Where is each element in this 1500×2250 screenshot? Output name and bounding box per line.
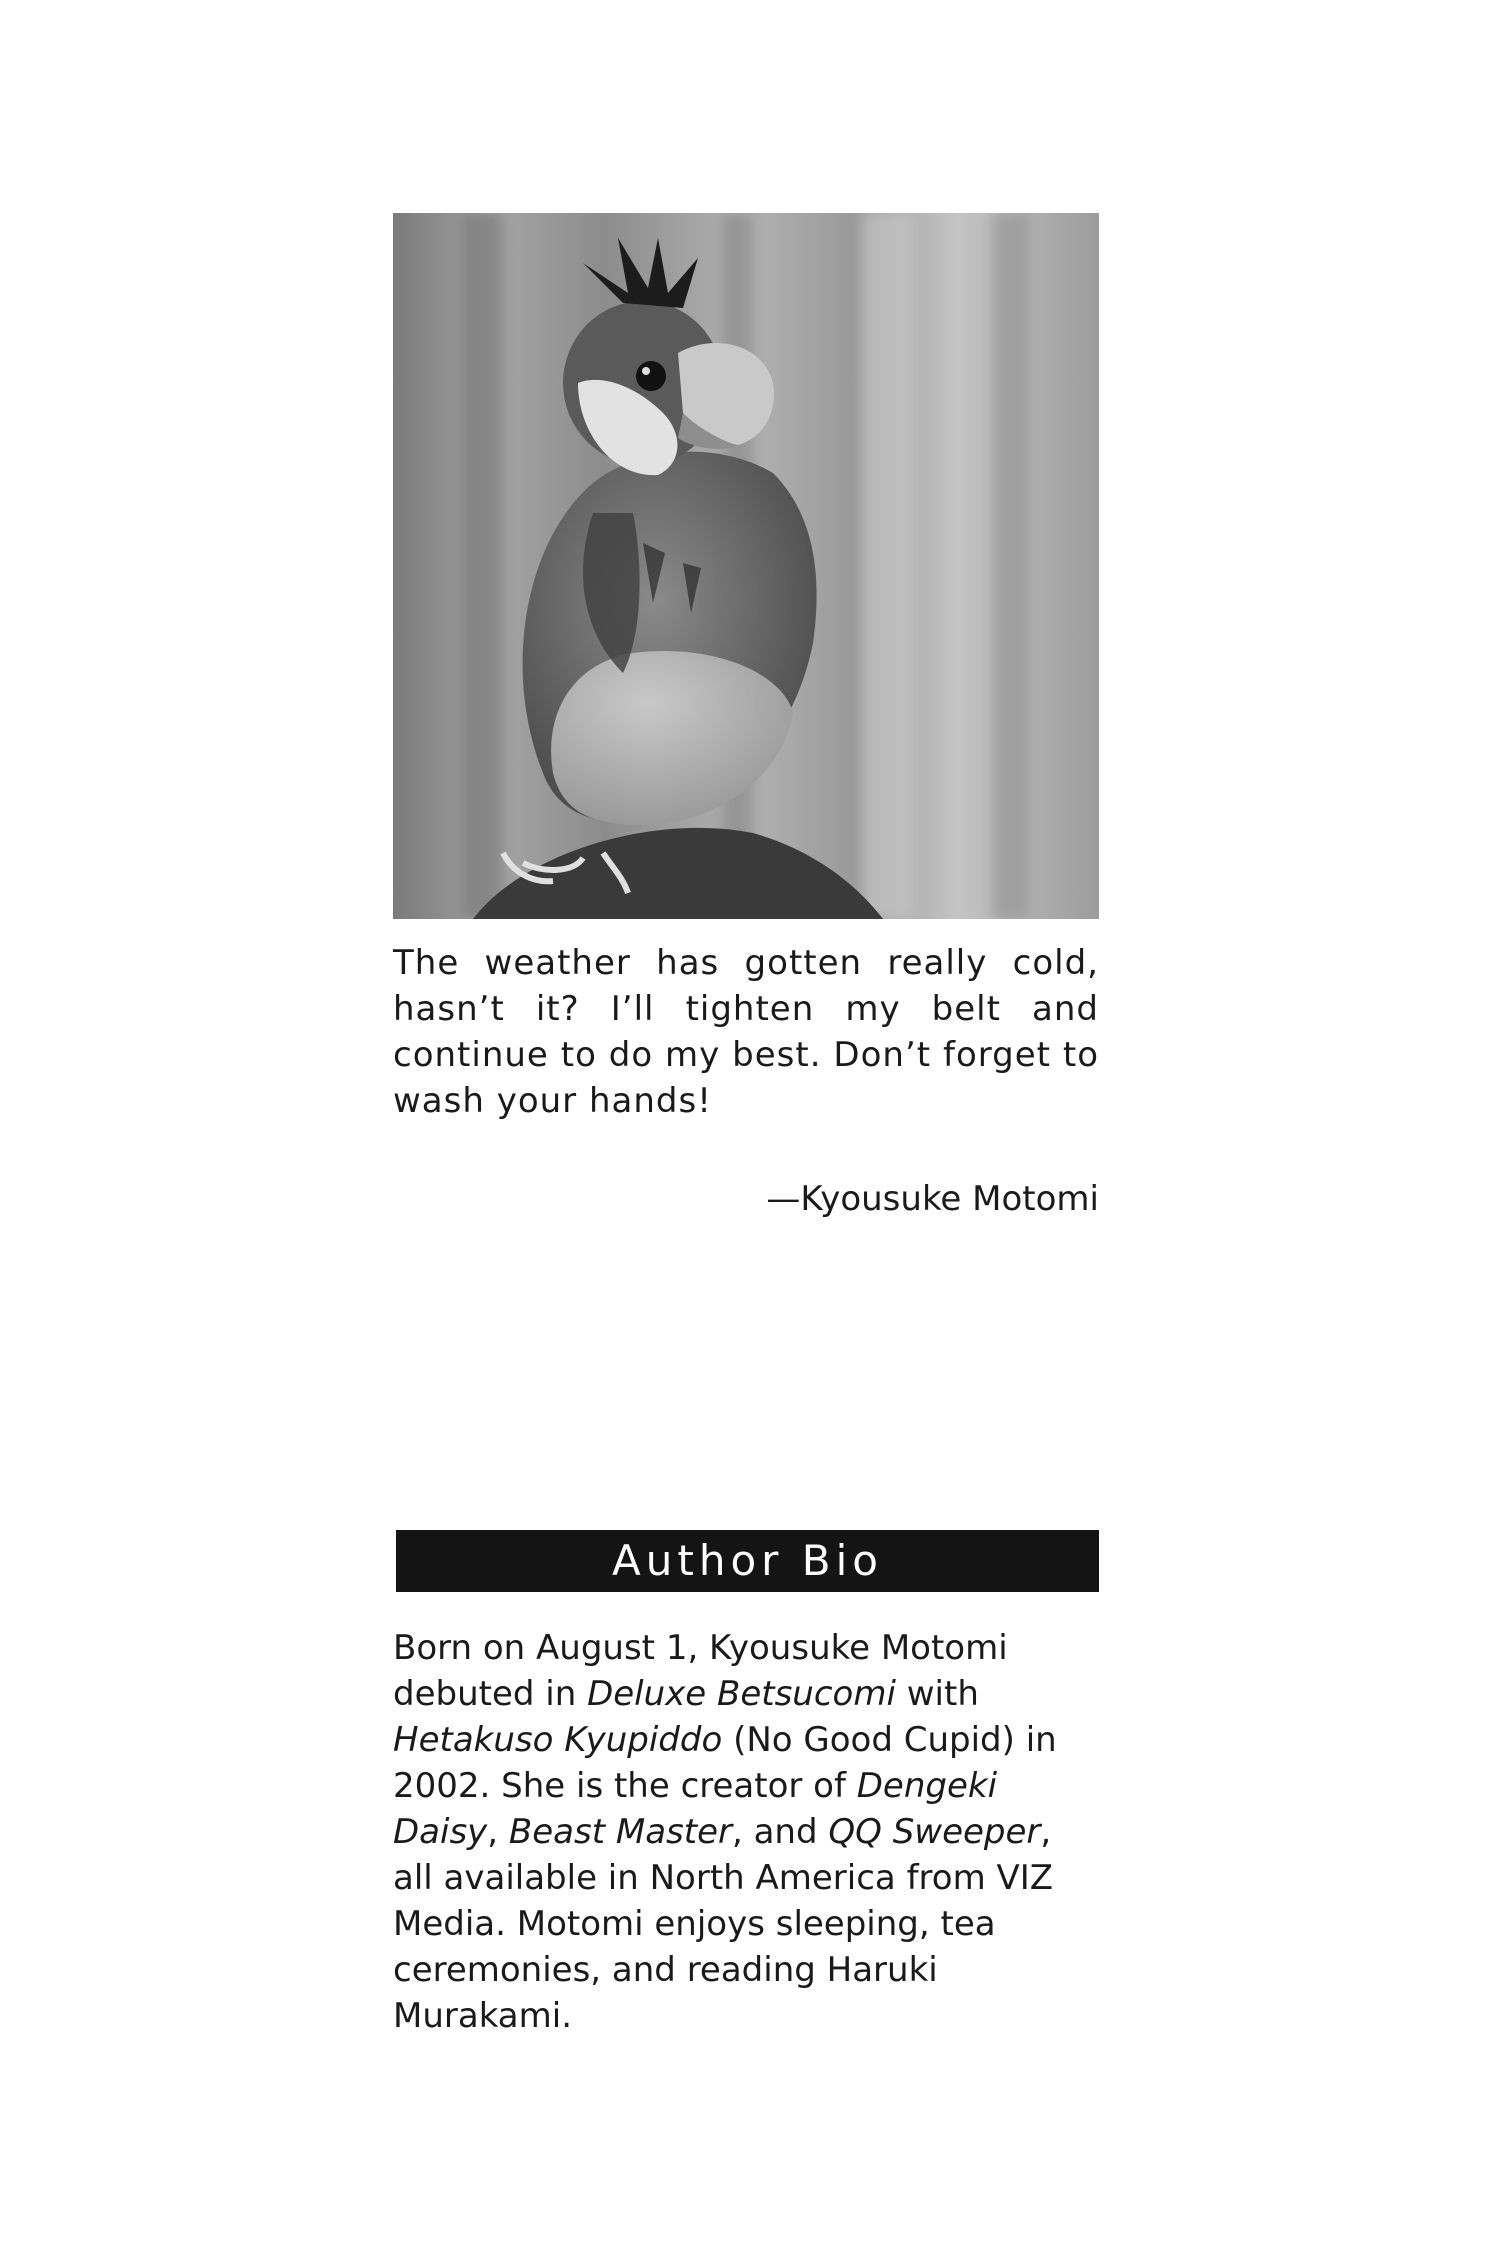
author-bio-text <box>393 1625 1099 2039</box>
bio-text-segment: Born on August 1, Kyousuke Motomi debuted in <box>393 1628 1008 1714</box>
bio-text-segment: , all available in North America from VIZ Media. Motomi enjoys sleeping, tea ceremonies, and reading Haruki Murakami. <box>393 1812 1054 2036</box>
bio-title-segment: Beast Master <box>508 1812 732 1852</box>
quote-signature: —Kyousuke Motomi <box>766 1179 1099 1219</box>
bio-title-segment: Deluxe Betsucomi <box>587 1674 896 1714</box>
bird-photo <box>393 213 1099 919</box>
bio-text-segment: with <box>895 1674 979 1714</box>
bio-title-segment: Dengeki Daisy <box>393 1766 998 1852</box>
bio-text-segment: , and <box>731 1812 829 1852</box>
bird-illustration <box>393 213 1099 919</box>
author-bio-heading: Author Bio <box>396 1530 1099 1592</box>
bio-text-segment: (No Good Cupid) in 2002. She is the creator of <box>393 1720 1057 1806</box>
author-quote: The weather has gotten really cold, hasn’t it? I’ll tighten my belt and continue to do my best. Don’t forget to wash your hands! <box>393 943 1099 1121</box>
bio-title-segment: QQ Sweeper <box>828 1812 1041 1852</box>
bio-title-segment: Hetakuso Kyupiddo <box>393 1720 723 1760</box>
bio-text-segment: , <box>487 1812 509 1852</box>
